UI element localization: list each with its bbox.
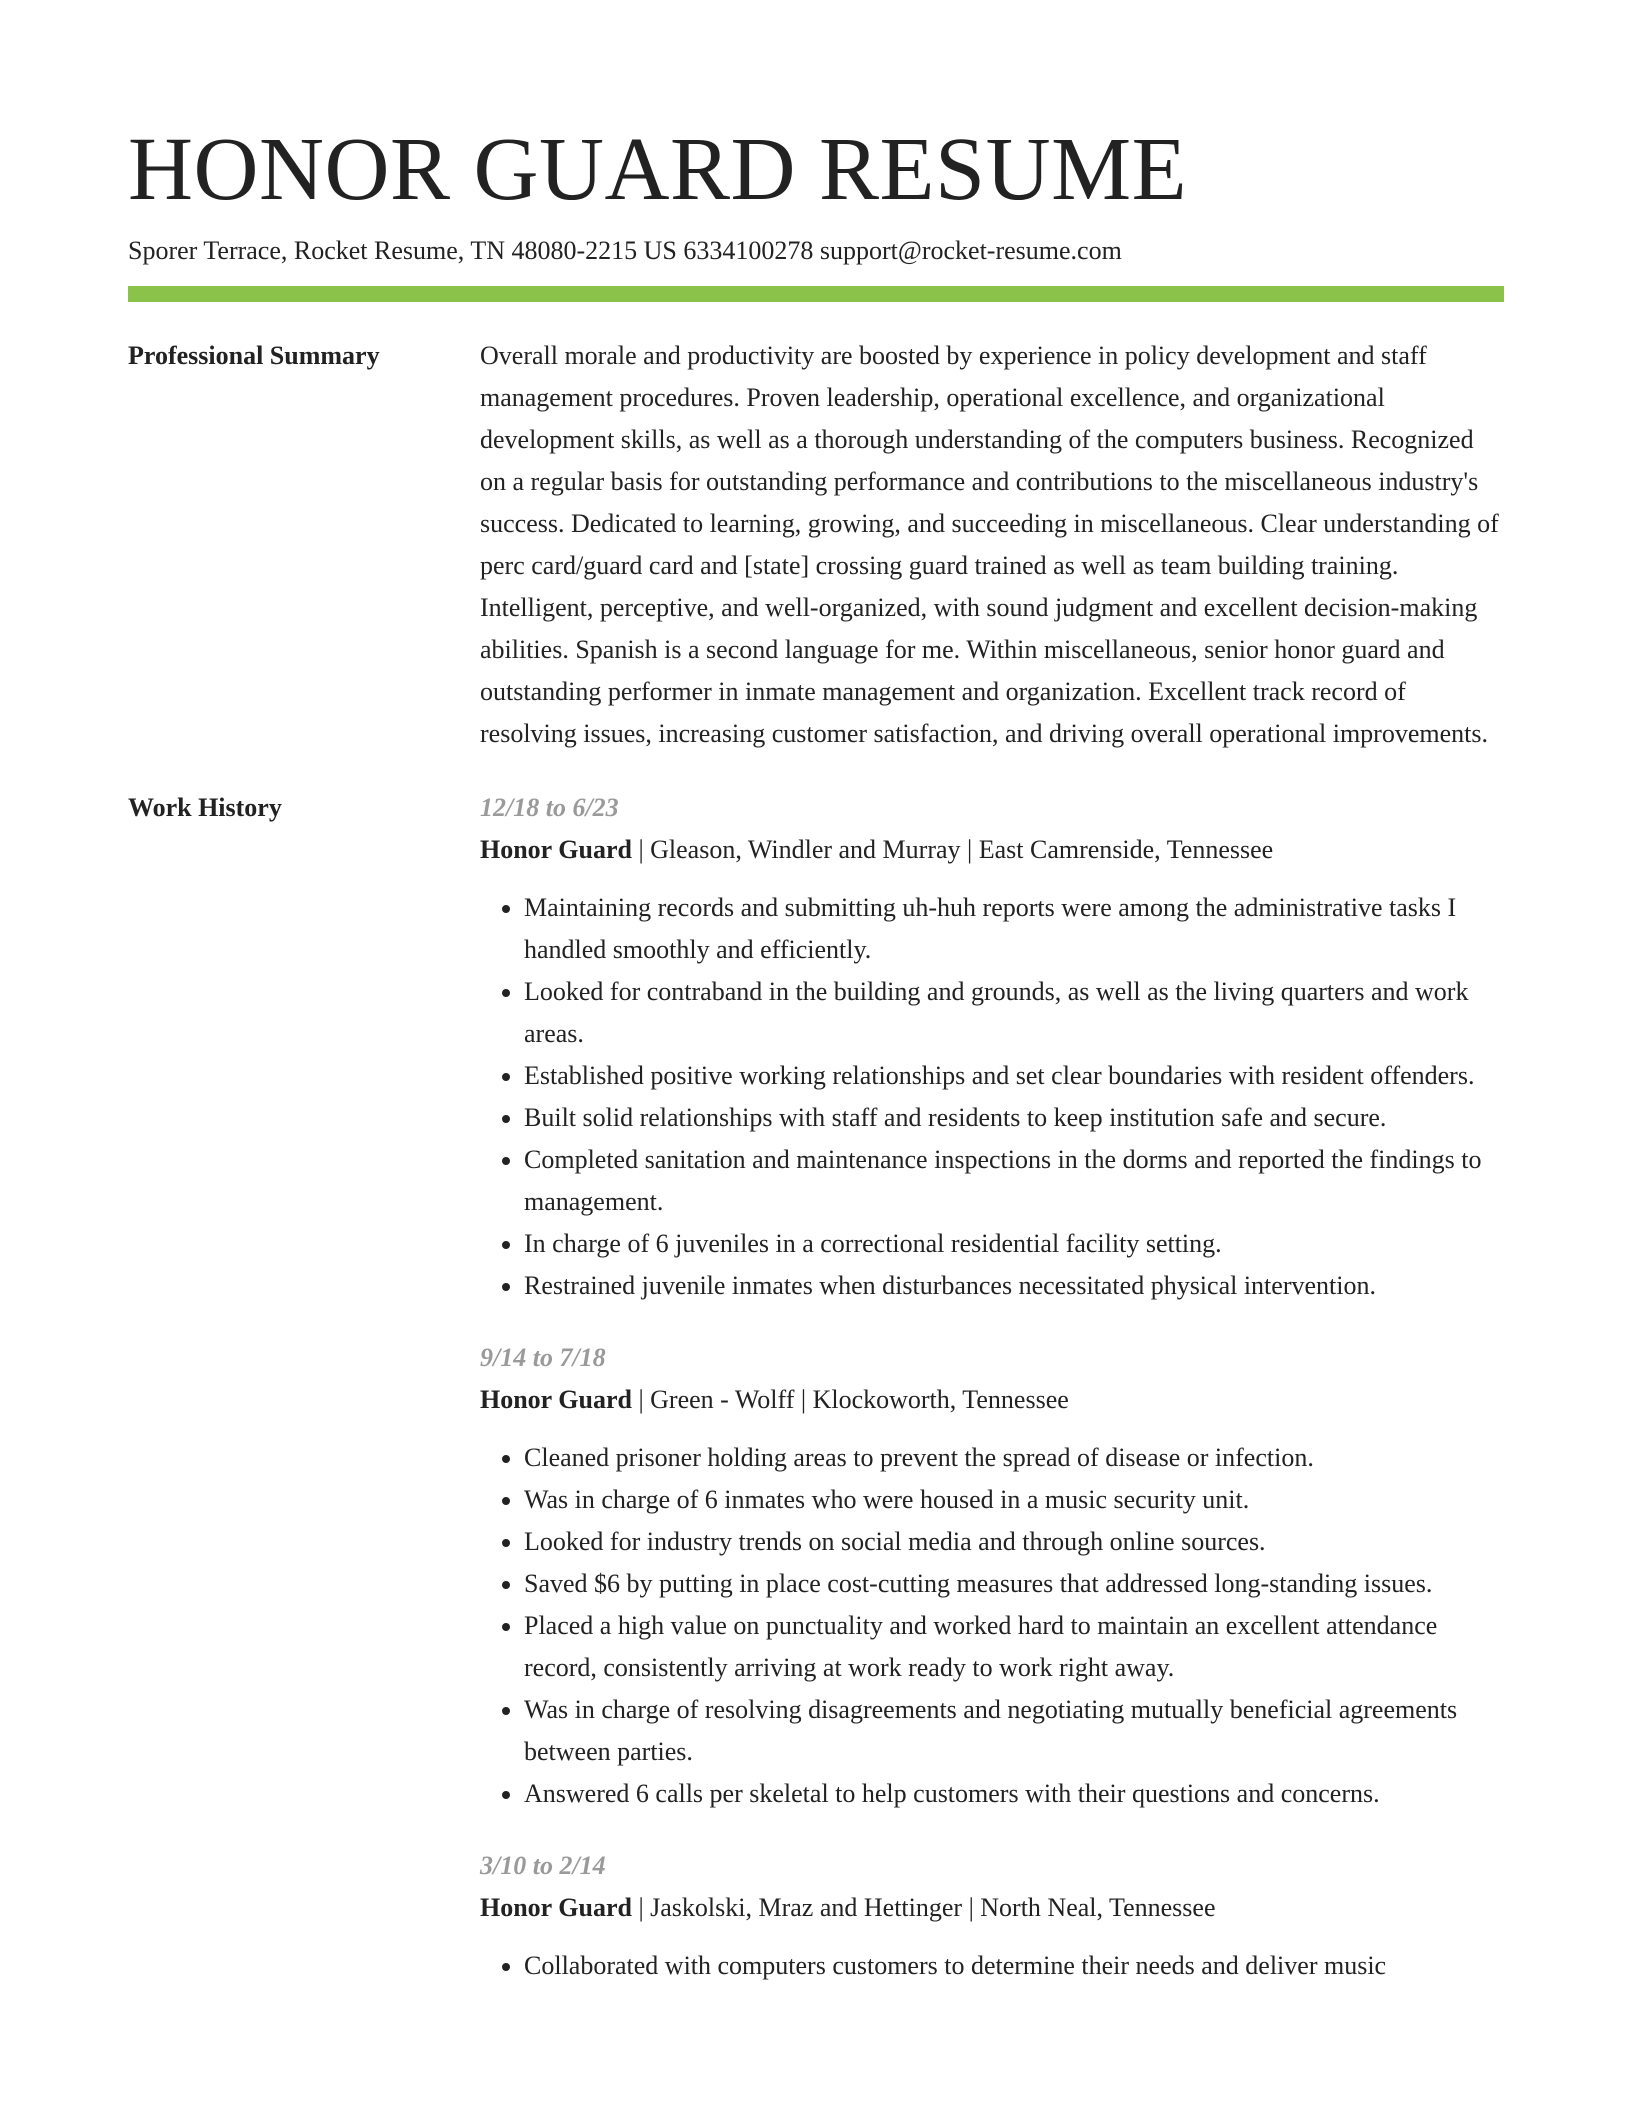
job-bullet: • In charge of 6 juveniles in a correctional residential facility setting. [524, 1223, 1504, 1265]
accent-divider [128, 286, 1504, 302]
job-employer-location: | Green - Wolff | Klockoworth, Tennessee [631, 1385, 1069, 1414]
job-bullet: • Cleaned prisoner holding areas to prevent the spread of disease or infection. [524, 1437, 1504, 1479]
job-entry [480, 1337, 1504, 1815]
job-bullet: • Was in charge of 6 inmates who were housed in a music security unit. [524, 1479, 1504, 1521]
job-bullet: • Was in charge of resolving disagreements and negotiating mutually beneficial agreements between parties. [524, 1689, 1504, 1773]
job-bullets [480, 1945, 1504, 1987]
job-bullet: • Looked for contraband in the building and grounds, as well as the living quarters and work areas. [524, 971, 1504, 1055]
summary-text: Overall morale and productivity are boosted by experience in policy development and staff management procedures. Proven leadership, operational excellence, and organizational development skills, as well as a thorough understanding of the computers business. Recognized on a regular basis for outstanding performance and contributions to the miscellaneous industry's success. Dedicated to learning, growing, and succeeding in miscellaneous. Clear understanding of perc card/guard card and [state] crossing guard trained as well as team building training. Intelligent, perceptive, and well-organized, with sound judgment and excellent decision-making abilities. Spanish is a second language for me. Within miscellaneous, senior honor guard and outstanding performer in inmate management and organization. Excellent track record of resolving issues, increasing customer satisfaction, and driving overall operational improvements. [480, 341, 1499, 748]
job-bullet: • Completed sanitation and maintenance inspections in the dorms and reported the findings to management. [524, 1139, 1504, 1223]
work-history-body [480, 787, 1504, 2017]
work-history-section [128, 787, 1504, 2017]
job-dates: 9/14 to 7/18 [480, 1343, 606, 1372]
job-title: Honor Guard [480, 835, 632, 864]
job-employer-location: | Jaskolski, Mraz and Hettinger | North Neal, Tennessee [631, 1893, 1216, 1922]
job-bullet: • Looked for industry trends on social media and through online sources. [524, 1521, 1504, 1563]
job-heading [480, 829, 1504, 871]
job-dates: 3/10 to 2/14 [480, 1851, 606, 1880]
resume-page [128, 118, 1504, 2017]
job-heading [480, 1379, 1504, 1421]
job-bullet: • Built solid relationships with staff and residents to keep institution safe and secure. [524, 1097, 1504, 1139]
job-heading [480, 1887, 1504, 1929]
job-dates: 12/18 to 6/23 [480, 793, 619, 822]
job-title: Honor Guard [480, 1893, 632, 1922]
contact-line: Sporer Terrace, Rocket Resume, TN 48080-2215 US 6334100278 support@rocket-resume.com [128, 236, 1122, 265]
job-bullet: • Answered 6 calls per skeletal to help customers with their questions and concerns. [524, 1773, 1504, 1815]
job-bullet: • Restrained juvenile inmates when disturbances necessitated physical intervention. [524, 1265, 1504, 1307]
job-title: Honor Guard [480, 1385, 632, 1414]
job-bullets [480, 1437, 1504, 1815]
job-bullet: • Established positive working relationships and set clear boundaries with resident offenders. [524, 1055, 1504, 1097]
job-bullet: • Saved $6 by putting in place cost-cutting measures that addressed long-standing issues. [524, 1563, 1504, 1605]
job-bullet: • Maintaining records and submitting uh-huh reports were among the administrative tasks I handled smoothly and efficiently. [524, 887, 1504, 971]
professional-summary-section [128, 335, 1504, 755]
job-entry [480, 1845, 1504, 1987]
section-label-summary: Professional Summary [128, 341, 380, 370]
job-bullet: • Placed a high value on punctuality and worked hard to maintain an excellent attendance record, consistently arriving at work ready to work right away. [524, 1605, 1504, 1689]
summary-body [480, 335, 1504, 755]
job-bullets [480, 887, 1504, 1307]
job-bullet: • Collaborated with computers customers to determine their needs and deliver music [524, 1945, 1504, 1987]
resume-title: HONOR GUARD RESUME [128, 120, 1188, 219]
section-label-work: Work History [128, 793, 282, 822]
job-entry [480, 787, 1504, 1307]
job-employer-location: | Gleason, Windler and Murray | East Camrenside, Tennessee [631, 835, 1274, 864]
